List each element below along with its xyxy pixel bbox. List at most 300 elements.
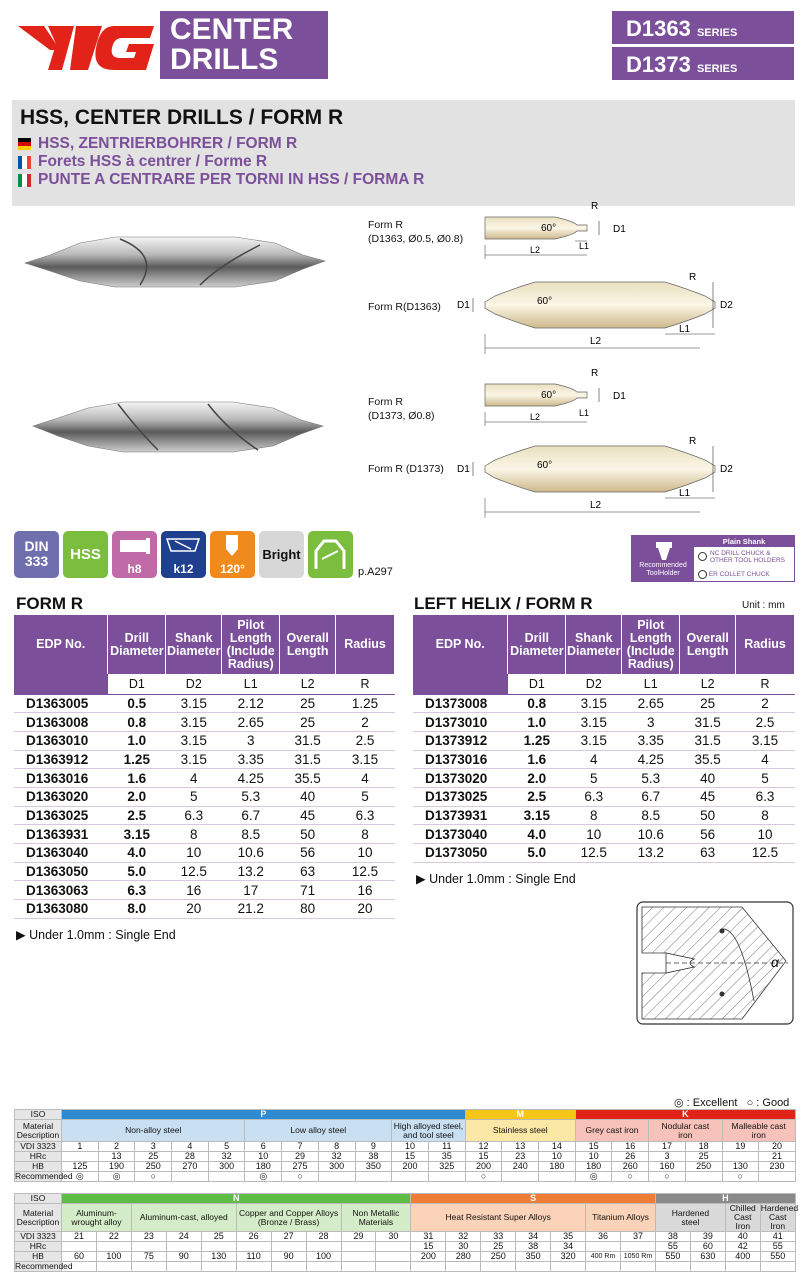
pilot-length-cell: 2.65 bbox=[222, 713, 280, 732]
overall-length-cell: 71 bbox=[280, 881, 336, 900]
description-line-2: Cast Iron bbox=[768, 1212, 787, 1231]
hb-cell: 250 bbox=[135, 1162, 172, 1172]
pilot-length-cell: 8.5 bbox=[622, 806, 680, 825]
form-r-note-text: Under 1.0mm : Single End bbox=[29, 928, 176, 942]
material-description bbox=[725, 1204, 760, 1232]
overall-length-cell: 31.5 bbox=[680, 713, 736, 732]
vdi-cell: 28 bbox=[306, 1232, 341, 1242]
pilot-length-cell: 13.2 bbox=[622, 844, 680, 863]
description-line-1: Aluminum- bbox=[76, 1207, 117, 1218]
material-table-1 bbox=[14, 1109, 796, 1182]
overall-length-cell: 80 bbox=[280, 900, 336, 919]
recommended-cell bbox=[502, 1172, 539, 1182]
alpha-symbol: α bbox=[771, 954, 779, 970]
material-description: Non-alloy steel bbox=[62, 1120, 245, 1142]
description-line-1: Chilled bbox=[729, 1203, 756, 1213]
col-radius: Radius bbox=[736, 615, 795, 674]
pilot-length-cell: 4.25 bbox=[222, 769, 280, 788]
vdi-cell: 38 bbox=[655, 1232, 690, 1242]
hb-cell: 200 bbox=[411, 1252, 446, 1262]
left-helix-table bbox=[413, 615, 795, 863]
table-row bbox=[413, 787, 795, 806]
overall-length-cell: 35.5 bbox=[680, 750, 736, 769]
table-row bbox=[413, 694, 795, 713]
drill-diameter-cell: 1.6 bbox=[108, 769, 166, 788]
hb-cell: 280 bbox=[446, 1252, 481, 1262]
l1-symbol: L1 bbox=[679, 324, 691, 335]
recommended-label: Recommended bbox=[15, 1171, 73, 1181]
angle-symbol: 60° bbox=[541, 390, 557, 401]
table-row bbox=[14, 806, 395, 825]
symbol-d2: D2 bbox=[166, 674, 222, 694]
overall-length-cell: 56 bbox=[680, 825, 736, 844]
hrc-cell: 21 bbox=[759, 1152, 796, 1162]
table-row bbox=[413, 844, 795, 863]
table-row bbox=[413, 713, 795, 732]
hrc-cell bbox=[271, 1242, 306, 1252]
recommended-cell bbox=[481, 1262, 516, 1272]
hrc-cell: 28 bbox=[172, 1152, 209, 1162]
symbol-l2: L2 bbox=[280, 674, 336, 694]
vdi-cell: 11 bbox=[428, 1142, 465, 1152]
pilot-length-cell: 17 bbox=[222, 881, 280, 900]
subtitle-it-text: PUNTE A CENTRARE PER TORNI IN HSS / FORMA R bbox=[38, 171, 425, 188]
recommended-cell bbox=[760, 1262, 795, 1272]
diagram-1-form-r-single bbox=[475, 195, 635, 265]
hb-cell: 270 bbox=[172, 1162, 209, 1172]
hrc-cell: 10 bbox=[245, 1152, 282, 1162]
radius-cell: 12.5 bbox=[336, 862, 395, 881]
hrc-label: HRc bbox=[15, 1152, 62, 1162]
form-r-note bbox=[16, 927, 176, 942]
drill-diameter-cell: 4.0 bbox=[108, 844, 166, 863]
recommended-cell bbox=[201, 1262, 236, 1272]
drill-diameter-cell: 4.0 bbox=[508, 825, 566, 844]
hrc-cell: 38 bbox=[516, 1242, 551, 1252]
vdi-cell: 34 bbox=[516, 1232, 551, 1242]
hb-cell: 190 bbox=[98, 1162, 135, 1172]
shank-diameter-cell: 3.15 bbox=[566, 731, 622, 750]
drill-diameter-cell: 2.5 bbox=[508, 787, 566, 806]
vdi-cell: 3 bbox=[135, 1142, 172, 1152]
pilot-length-cell: 10.6 bbox=[622, 825, 680, 844]
hrc-cell: 10 bbox=[539, 1152, 576, 1162]
hrc-cell: 42 bbox=[725, 1242, 760, 1252]
description-line-2: (Bronze / Brass) bbox=[257, 1216, 320, 1227]
shank-tolerance-icon bbox=[112, 531, 157, 559]
material-description bbox=[341, 1204, 411, 1232]
hrc-cell: 25 bbox=[685, 1152, 722, 1162]
edp-cell: D1363050 bbox=[14, 862, 108, 881]
hrc-cell bbox=[341, 1242, 376, 1252]
material-description-label bbox=[15, 1120, 62, 1142]
drill-diameter-cell: 3.15 bbox=[108, 825, 166, 844]
recommended-cell bbox=[725, 1262, 760, 1272]
german-flag-icon bbox=[18, 138, 31, 151]
left-helix-note-text: Under 1.0mm : Single End bbox=[429, 872, 576, 886]
symbol-l2: L2 bbox=[680, 674, 736, 694]
table-row bbox=[14, 694, 395, 713]
symbol-r: R bbox=[736, 674, 795, 694]
drill-diameter-cell: 1.6 bbox=[508, 750, 566, 769]
vdi-cell: 32 bbox=[446, 1232, 481, 1242]
shank-diameter-cell: 3.15 bbox=[566, 694, 622, 713]
recommended-cell bbox=[166, 1262, 201, 1272]
hb-cell: 230 bbox=[759, 1162, 796, 1172]
table-row bbox=[14, 713, 395, 732]
material-description: Grey cast iron bbox=[575, 1120, 648, 1142]
plain-shank-box bbox=[631, 535, 795, 582]
pilot-length-cell: 5.3 bbox=[222, 787, 280, 806]
recommended-cell bbox=[685, 1172, 722, 1182]
yg-logo bbox=[18, 14, 158, 76]
table-row bbox=[14, 731, 395, 750]
edp-cell: D1363912 bbox=[14, 750, 108, 769]
l1-symbol: L1 bbox=[579, 408, 590, 418]
table-row bbox=[14, 900, 395, 919]
description-line-2: iron bbox=[751, 1129, 766, 1140]
l2-symbol: L2 bbox=[530, 412, 541, 422]
material-legend bbox=[674, 1096, 789, 1109]
series-code: D1363 bbox=[626, 16, 691, 41]
table-row bbox=[14, 881, 395, 900]
hrc-cell bbox=[62, 1152, 99, 1162]
material-description: Stainless steel bbox=[465, 1120, 575, 1142]
r-symbol: R bbox=[689, 436, 697, 447]
col-shank-diameter: Shank Diameter bbox=[566, 615, 622, 674]
radius-cell: 6.3 bbox=[336, 806, 395, 825]
recommended-cell bbox=[355, 1172, 392, 1182]
table-row bbox=[413, 731, 795, 750]
d1363-product-image bbox=[20, 225, 330, 295]
table-row bbox=[413, 769, 795, 788]
edp-cell: D1363020 bbox=[14, 787, 108, 806]
l2-symbol: L2 bbox=[530, 245, 541, 255]
table-row bbox=[14, 787, 395, 806]
vdi-cell: 30 bbox=[376, 1232, 411, 1242]
drill-diameter-cell: 6.3 bbox=[108, 881, 166, 900]
left-helix-note bbox=[416, 871, 576, 886]
description-line-2: steel bbox=[681, 1216, 700, 1227]
recommended-cell bbox=[306, 1262, 341, 1272]
diagram-2-form-r-d1363 bbox=[455, 268, 745, 358]
overall-length-cell: 63 bbox=[680, 844, 736, 863]
hss-badge: HSS bbox=[63, 531, 108, 578]
recommended-cell bbox=[318, 1172, 355, 1182]
hb-cell bbox=[341, 1252, 376, 1262]
iso-label: ISO bbox=[15, 1110, 62, 1120]
vdi-cell: 15 bbox=[575, 1142, 612, 1152]
bright-finish-badge: Bright bbox=[259, 531, 304, 578]
col-overall-length: Overall Length bbox=[680, 615, 736, 674]
hrc-cell: 60 bbox=[690, 1242, 725, 1252]
edp-cell: D1363931 bbox=[14, 825, 108, 844]
overall-length-cell: 45 bbox=[280, 806, 336, 825]
radius-cell: 2.5 bbox=[736, 713, 795, 732]
recommended-line-2: ToolHolder bbox=[646, 570, 680, 577]
edp-cell: D1373010 bbox=[413, 713, 508, 732]
hb-cell: 200 bbox=[465, 1162, 502, 1172]
vdi-cell: 9 bbox=[355, 1142, 392, 1152]
h8-label: h8 bbox=[127, 562, 142, 576]
drill-diameter-cell: 1.25 bbox=[108, 750, 166, 769]
material-description-label bbox=[15, 1204, 62, 1232]
drill-tolerance-icon bbox=[161, 531, 206, 559]
french-flag-icon bbox=[18, 156, 31, 169]
recommended-cell bbox=[428, 1172, 465, 1182]
vdi-cell: 7 bbox=[282, 1142, 319, 1152]
table-row bbox=[14, 825, 395, 844]
vdi-cell: 19 bbox=[722, 1142, 759, 1152]
shank-diameter-cell: 8 bbox=[566, 806, 622, 825]
iso-group-H: H bbox=[655, 1194, 795, 1204]
l1-symbol: L1 bbox=[579, 241, 590, 251]
hb-cell: 250 bbox=[481, 1252, 516, 1262]
symbol-d1: D1 bbox=[108, 674, 166, 694]
vdi-cell: 5 bbox=[208, 1142, 245, 1152]
recommended-cell bbox=[586, 1262, 621, 1272]
shank-diameter-cell: 3.15 bbox=[166, 713, 222, 732]
material-description: Low alloy steel bbox=[245, 1120, 392, 1142]
hrc-cell bbox=[586, 1242, 621, 1252]
recommended-cell bbox=[690, 1262, 725, 1272]
r-symbol: R bbox=[689, 272, 697, 283]
edp-cell: D1373931 bbox=[413, 806, 508, 825]
shank-diameter-cell: 16 bbox=[166, 881, 222, 900]
edp-cell: D1363080 bbox=[14, 900, 108, 919]
d1-symbol: D1 bbox=[457, 464, 470, 475]
material-description bbox=[655, 1204, 725, 1232]
vdi-cell: 24 bbox=[166, 1232, 201, 1242]
din-333-badge bbox=[14, 531, 59, 578]
unit-label: Unit : mm bbox=[742, 600, 785, 611]
hrc-cell: 55 bbox=[760, 1242, 795, 1252]
iso-group-K: K bbox=[575, 1110, 795, 1120]
shank-diameter-cell: 3.15 bbox=[166, 694, 222, 713]
symbol-l1: L1 bbox=[222, 674, 280, 694]
hrc-cell: 25 bbox=[481, 1242, 516, 1252]
diagram-3-label bbox=[368, 395, 435, 423]
vdi-cell: 14 bbox=[539, 1142, 576, 1152]
recommended-cell bbox=[539, 1172, 576, 1182]
edp-cell: D1373020 bbox=[413, 769, 508, 788]
hb-cell: 240 bbox=[502, 1162, 539, 1172]
recommended-cell bbox=[392, 1172, 429, 1182]
countersink-angle-icon bbox=[210, 531, 255, 559]
overall-length-cell: 31.5 bbox=[680, 731, 736, 750]
diagram-1-label bbox=[368, 218, 463, 246]
vdi-cell: 10 bbox=[392, 1142, 429, 1152]
vdi-cell: 16 bbox=[612, 1142, 649, 1152]
hb-cell: 130 bbox=[201, 1252, 236, 1262]
overall-length-cell: 25 bbox=[680, 694, 736, 713]
shank-diameter-cell: 12.5 bbox=[166, 862, 222, 881]
col-drill-diameter: Drill Diameter bbox=[108, 615, 166, 674]
hrc-cell: 13 bbox=[98, 1152, 135, 1162]
material-description bbox=[760, 1203, 799, 1232]
hrc-cell bbox=[236, 1242, 271, 1252]
form-r-table bbox=[14, 615, 395, 919]
diagram-label-line: Form R bbox=[368, 396, 403, 408]
material-description bbox=[392, 1120, 466, 1142]
symbol-d1: D1 bbox=[508, 674, 566, 694]
hb-cell: 100 bbox=[96, 1252, 131, 1262]
col-pilot-length: Pilot Length (Include Radius) bbox=[622, 615, 680, 674]
description-line-2: wrought alloy bbox=[71, 1216, 122, 1227]
d1373-product-image bbox=[28, 390, 328, 460]
radius-cell: 6.3 bbox=[736, 787, 795, 806]
vdi-cell: 21 bbox=[62, 1232, 97, 1242]
subtitle-fr bbox=[18, 153, 267, 171]
series-badge-d1363 bbox=[612, 11, 794, 44]
drill-diameter-cell: 1.0 bbox=[508, 713, 566, 732]
hb-cell: 260 bbox=[612, 1162, 649, 1172]
col-edp: EDP No. bbox=[413, 615, 508, 674]
radius-cell: 2 bbox=[336, 713, 395, 732]
title-line-1: CENTER bbox=[170, 13, 294, 46]
hb-cell: 60 bbox=[62, 1252, 97, 1262]
hb-cell: 180 bbox=[539, 1162, 576, 1172]
recommended-cell: ○ bbox=[282, 1172, 319, 1182]
hrc-cell: 26 bbox=[612, 1152, 649, 1162]
hrc-cell bbox=[62, 1242, 97, 1252]
radius-cell: 4 bbox=[736, 750, 795, 769]
shank-diameter-cell: 5 bbox=[566, 769, 622, 788]
l2-symbol: L2 bbox=[590, 336, 602, 347]
vdi-cell: 23 bbox=[131, 1232, 166, 1242]
edp-cell: D1363040 bbox=[14, 844, 108, 863]
nc-chuck-line-1: NC DRILL CHUCK & bbox=[710, 550, 771, 557]
description-line-1: Non Metallic bbox=[352, 1207, 400, 1218]
vdi-label: VDI 3323 bbox=[15, 1232, 62, 1242]
drill-diameter-cell: 0.5 bbox=[108, 694, 166, 713]
overall-length-cell: 63 bbox=[280, 862, 336, 881]
pilot-length-cell: 3 bbox=[222, 731, 280, 750]
hb-cell: 160 bbox=[649, 1162, 686, 1172]
drill-diameter-cell: 1.0 bbox=[108, 731, 166, 750]
drill-diameter-cell: 2.0 bbox=[508, 769, 566, 788]
angle-120-badge bbox=[210, 531, 255, 578]
pilot-length-cell: 3.35 bbox=[222, 750, 280, 769]
hb-cell: 320 bbox=[551, 1252, 586, 1262]
description-line-1: High alloyed steel, bbox=[393, 1120, 464, 1131]
recommended-cell bbox=[236, 1262, 271, 1272]
nc-chuck-line-2: OTHER TOOL HOLDERS bbox=[710, 557, 786, 564]
radius-cell: 2 bbox=[736, 694, 795, 713]
radius-cell: 4 bbox=[336, 769, 395, 788]
hb-cell: 90 bbox=[271, 1252, 306, 1262]
triangle-bullet-icon: ▶ bbox=[416, 872, 426, 886]
overall-length-cell: 50 bbox=[280, 825, 336, 844]
col-shank-diameter: Shank Diameter bbox=[166, 615, 222, 674]
material-description: Titanium Alloys bbox=[586, 1204, 656, 1232]
edp-cell: D1363010 bbox=[14, 731, 108, 750]
table-row bbox=[14, 750, 395, 769]
description-line-2: iron bbox=[678, 1129, 693, 1140]
recommended-cell: ◎ bbox=[575, 1172, 612, 1182]
recommended-cell bbox=[411, 1262, 446, 1272]
recommended-cell bbox=[446, 1262, 481, 1272]
pilot-length-cell: 2.65 bbox=[622, 694, 680, 713]
triangle-bullet-icon: ▶ bbox=[16, 928, 26, 942]
pilot-length-cell: 3.35 bbox=[622, 731, 680, 750]
hrc-cell bbox=[621, 1242, 656, 1252]
diagram-4-label: Form R (D1373) bbox=[368, 463, 444, 475]
drill-type-badge bbox=[308, 531, 353, 578]
shank-diameter-cell: 6.3 bbox=[566, 787, 622, 806]
l1-symbol: L1 bbox=[679, 488, 691, 499]
hb-label: HB bbox=[15, 1162, 62, 1172]
col-drill-diameter: Drill Diameter bbox=[508, 615, 566, 674]
recommended-cell bbox=[655, 1262, 690, 1272]
left-helix-title: LEFT HELIX / FORM R bbox=[414, 594, 593, 613]
overall-length-cell: 25 bbox=[280, 713, 336, 732]
hb-cell: 300 bbox=[318, 1162, 355, 1172]
recommended-cell bbox=[208, 1172, 245, 1182]
diagram-label-sub: (D1373, Ø0.8) bbox=[368, 410, 435, 422]
recommended-cell bbox=[759, 1172, 796, 1182]
col-edp: EDP No. bbox=[14, 615, 108, 674]
din-line-1: DIN bbox=[24, 538, 49, 554]
shank-diameter-cell: 8 bbox=[166, 825, 222, 844]
radius-cell: 12.5 bbox=[736, 844, 795, 863]
symbol-l1: L1 bbox=[622, 674, 680, 694]
form-r-title: FORM R bbox=[16, 594, 84, 613]
vdi-cell: 29 bbox=[341, 1232, 376, 1242]
radius-cell: 5 bbox=[736, 769, 795, 788]
overall-length-cell: 50 bbox=[680, 806, 736, 825]
pilot-length-cell: 5.3 bbox=[622, 769, 680, 788]
edp-cell: D1363008 bbox=[14, 713, 108, 732]
page-reference: p.A297 bbox=[358, 566, 393, 578]
hrc-cell: 3 bbox=[649, 1152, 686, 1162]
iso-label: ISO bbox=[15, 1194, 62, 1204]
d1-symbol: D1 bbox=[613, 224, 626, 235]
d1-symbol: D1 bbox=[457, 300, 470, 311]
er-collet-label: ER COLLET CHUCK bbox=[708, 571, 770, 579]
radius-cell: 5 bbox=[336, 787, 395, 806]
hrc-cell: 30 bbox=[446, 1242, 481, 1252]
subtitle-de-text: HSS, ZENTRIERBOHRER / FORM R bbox=[38, 135, 298, 152]
hrc-cell bbox=[96, 1242, 131, 1252]
description-line-2: Cast Iron bbox=[734, 1212, 752, 1231]
edp-cell: D1363005 bbox=[14, 694, 108, 713]
hrc-cell: 32 bbox=[208, 1152, 245, 1162]
hrc-cell: 55 bbox=[655, 1242, 690, 1252]
vdi-cell: 33 bbox=[481, 1232, 516, 1242]
hb-cell bbox=[376, 1252, 411, 1262]
drill-diameter-cell: 5.0 bbox=[508, 844, 566, 863]
shank-diameter-cell: 10 bbox=[566, 825, 622, 844]
hb-cell: 550 bbox=[655, 1252, 690, 1262]
material-description bbox=[722, 1120, 795, 1142]
edp-cell: D1373025 bbox=[413, 787, 508, 806]
material-label-line-2: Description bbox=[16, 1216, 60, 1227]
r-symbol: R bbox=[591, 201, 599, 212]
material-description bbox=[649, 1120, 722, 1142]
vdi-cell: 36 bbox=[586, 1232, 621, 1242]
vdi-cell: 41 bbox=[760, 1232, 795, 1242]
drill-diameter-cell: 0.8 bbox=[108, 713, 166, 732]
recommended-cell: ○ bbox=[649, 1172, 686, 1182]
diagram-label-sub: (D1363, Ø0.5, Ø0.8) bbox=[368, 233, 464, 245]
material-label-line-1: Material bbox=[22, 1207, 54, 1218]
vdi-cell: 25 bbox=[201, 1232, 236, 1242]
k12-label: k12 bbox=[173, 562, 194, 576]
subtitle-fr-text: Forets HSS à centrer / Forme R bbox=[38, 153, 268, 170]
table-row bbox=[14, 769, 395, 788]
vdi-cell: 27 bbox=[271, 1232, 306, 1242]
